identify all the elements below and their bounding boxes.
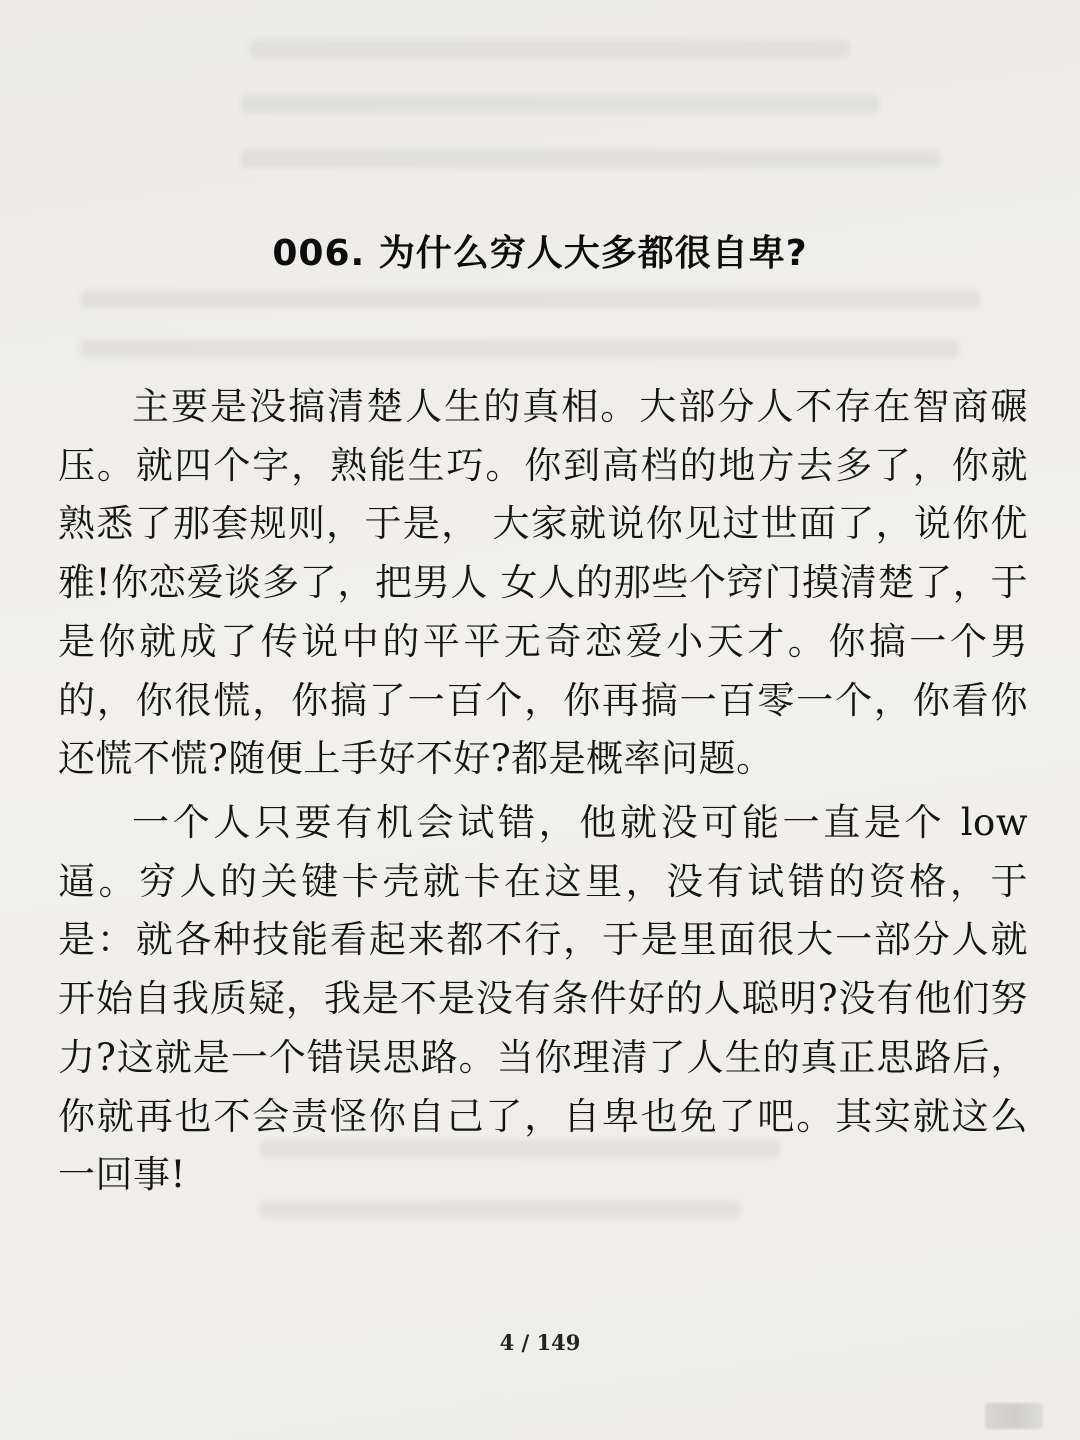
article-title: 006. 为什么穷人大多都很自卑?	[272, 233, 808, 274]
show-through-line	[250, 40, 850, 58]
page-number: 4 / 149	[499, 1330, 581, 1355]
show-through-line	[240, 150, 940, 168]
body-paragraph: 一个人只要有机会试错，他就没可能一直是个 low 逼。穷人的关键卡壳就卡在这里，没有试错的资格，于是：就各种技能看起来都不行，于是里面很大一部分人就开始自我质疑，我是不是没有条件好的人聪明?没有他们努力?这就是一个错误思路。当你理清了人生的真正思路后，你就再也不会责怪你自己了，自卑也免了吧。其实就这么一回事!	[58, 801, 1028, 1197]
body-paragraph: 主要是没搞清楚人生的真相。大部分人不存在智商碾压。就四个字，熟能生巧。你到高档的地方去多了，你就熟悉了那套规则，于是， 大家就说你见过世面了，说你优雅!你恋爱谈多了，把男人 女人的那些个窍门摸清楚了，于是你就成了传说中的平平无奇恋爱小天才。你搞一个男的，你很慌，你搞了一百个，你再搞一百零一个，你看你还慌不慌?随便上手好不好?都是概率问题。	[58, 385, 1028, 781]
show-through-line	[80, 290, 980, 308]
show-through-line	[80, 340, 960, 358]
blurred-watermark	[985, 1403, 1043, 1429]
show-through-line	[240, 95, 880, 113]
